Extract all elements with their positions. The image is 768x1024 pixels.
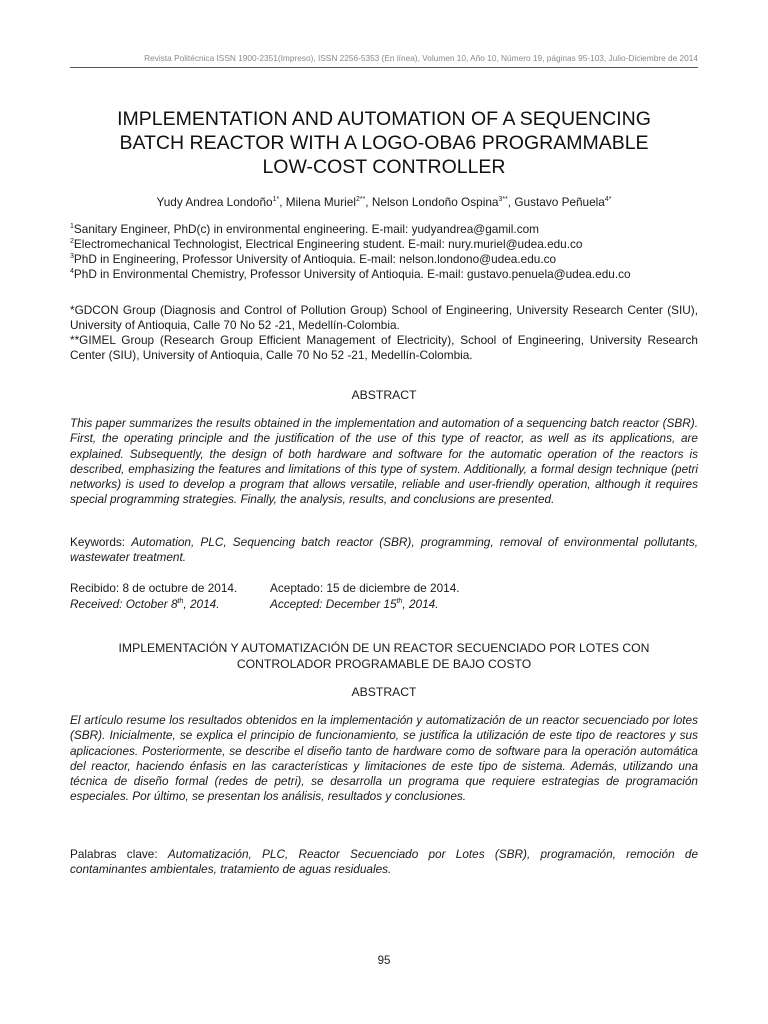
author-list <box>70 195 698 209</box>
abstract-heading: ABSTRACT <box>351 388 417 402</box>
palabras-clave-terms: Automatización, PLC, Reactor Secuenciado por Lotes (SBR), programación, remoción de contaminantes ambientales, tratamiento de aguas residuales. <box>70 847 699 877</box>
affiliation-number: 1 <box>70 223 74 230</box>
dates-row-spanish <box>70 580 698 596</box>
received-date-en: Received: October 8th, 2014. <box>70 597 220 611</box>
affiliation-text: Sanitary Engineer, PhD(c) in environmental engineering. E-mail: yudyandrea@gamil.com <box>73 222 539 236</box>
dates-row-english <box>70 596 698 612</box>
affiliation-list <box>70 222 698 282</box>
accepted-date-en: Accepted: December 15th, 2014. <box>270 597 439 611</box>
author-separator: , <box>365 195 372 209</box>
title-line-2: BATCH REACTOR WITH A LOGO-OBA6 PROGRAMMABLE <box>119 132 649 154</box>
title-line-3: LOW-COST CONTROLLER <box>262 156 506 178</box>
title-line-1: IMPLEMENTATION AND AUTOMATION OF A SEQUENCING <box>117 108 651 130</box>
affiliation-item <box>70 222 698 237</box>
palabras-clave-label: Palabras clave: <box>70 847 158 861</box>
affiliation-item <box>70 252 698 267</box>
accepted-date-es: Aceptado: 15 de diciembre de 2014. <box>270 581 460 595</box>
affiliation-number: 3 <box>70 253 74 260</box>
author-mark: 4* <box>604 196 612 203</box>
running-head: Revista Politécnica ISSN 1900-2351(Impreso), ISSN 2256-5353 (En línea), Volumen 10, Año 10, Número 19, páginas 95-103, Julio-Diciembre de 2014 <box>144 53 698 63</box>
spanish-title-line-2: CONTROLADOR PROGRAMABLE DE BAJO COSTO <box>236 657 532 671</box>
submission-dates <box>70 580 698 612</box>
affiliation-text: PhD in Environmental Chemistry, Professor University of Antioquia. E-mail: gustavo.penuela@udea.edu.co <box>73 267 631 281</box>
keywords-terms: Automation, PLC, Sequencing batch reactor (SBR), programming, removal of environmental pollutants, wastewater treatment. <box>70 535 698 565</box>
affiliation-item <box>70 267 698 282</box>
group-gimel: **GIMEL Group (Research Group Efficient Management of Electricity), School of Engineering, University Research Center (SIU), University of Antioquia, Calle 70 No 52 -21, Medellín-Colombia. <box>70 333 698 362</box>
abstract-spanish: El artículo resume los resultados obtenidos en la implementación y automatización de un reactor secuenciado por lotes (SBR). Inicialmente, se explica el principio de funcionamiento, se justifica la utilización de este tipo de reactores y sus aplicaciones. Posteriormente, se describe el diseño tanto de hardware como de software para la operación automática del reactor, haciendo énfasis en las características y limitaciones de este tipo de sistema. Además, utilizando una técnica de diseño formal (redes de petri), se desarrolla un programa que requiere estrategias de programación especiales. Por último, se presentan los análisis, resultados y conclusiones. <box>70 713 698 804</box>
author-name: Nelson Londoño Ospina <box>371 195 499 209</box>
received-date-es: Recibido: 8 de octubre de 2014. <box>70 581 238 595</box>
author-name: Yudy Andrea Londoño <box>156 195 273 209</box>
affiliation-number: 4 <box>70 268 74 275</box>
spanish-title-line-1: IMPLEMENTACIÓN Y AUTOMATIZACIÓN DE UN REACTOR SECUENCIADO POR LOTES CON <box>118 641 650 655</box>
research-groups <box>70 303 698 363</box>
author-separator: , <box>279 195 286 209</box>
group-gdcon: *GDCON Group (Diagnosis and Control of Pollution Group) School of Engineering, University Research Center (SIU), University of Antioquia, Calle 70 No 52 -21, Medellín-Colombia. <box>70 303 698 332</box>
spanish-title <box>70 640 698 672</box>
affiliation-number: 2 <box>70 238 74 245</box>
affiliation-item <box>70 237 698 252</box>
keywords-label: Keywords: <box>70 535 126 549</box>
palabras-clave <box>70 847 698 878</box>
author-separator: , <box>507 195 515 209</box>
author-name: Milena Muriel <box>285 195 356 209</box>
affiliation-text: Electromechanical Technologist, Electrical Engineering student. E-mail: nury.muriel@udea.edu.co <box>73 237 583 251</box>
author-name: Gustavo Peñuela <box>514 195 605 209</box>
author-mark: 2** <box>355 196 366 203</box>
resumen-heading: ABSTRACT <box>351 685 417 699</box>
keywords <box>70 535 698 566</box>
page-number: 95 <box>377 955 391 967</box>
header-rule <box>70 67 698 68</box>
paper-title <box>70 107 698 179</box>
abstract-english: This paper summarizes the results obtained in the implementation and automation of a sequencing batch reactor (SBR). First, the operating principle and the justification of the use of this type of reactor, as well as its applications, are explained. Subsequently, the design of both hardware and software for the automatic operation of the reactors is described, emphasizing the features and limitations of this type of system. Additionally, a formal design technique (petri networks) is used to develop a program that allows versatile, reliable and user-friendly operation, although it requires special programming strategies. Finally, the analysis, results, and conclusions are presented. <box>70 416 698 507</box>
author-mark: 1* <box>272 196 280 203</box>
affiliation-text: PhD in Engineering, Professor University of Antioquia. E-mail: nelson.londono@udea.edu.co <box>73 252 557 266</box>
author-mark: 3** <box>498 196 508 203</box>
